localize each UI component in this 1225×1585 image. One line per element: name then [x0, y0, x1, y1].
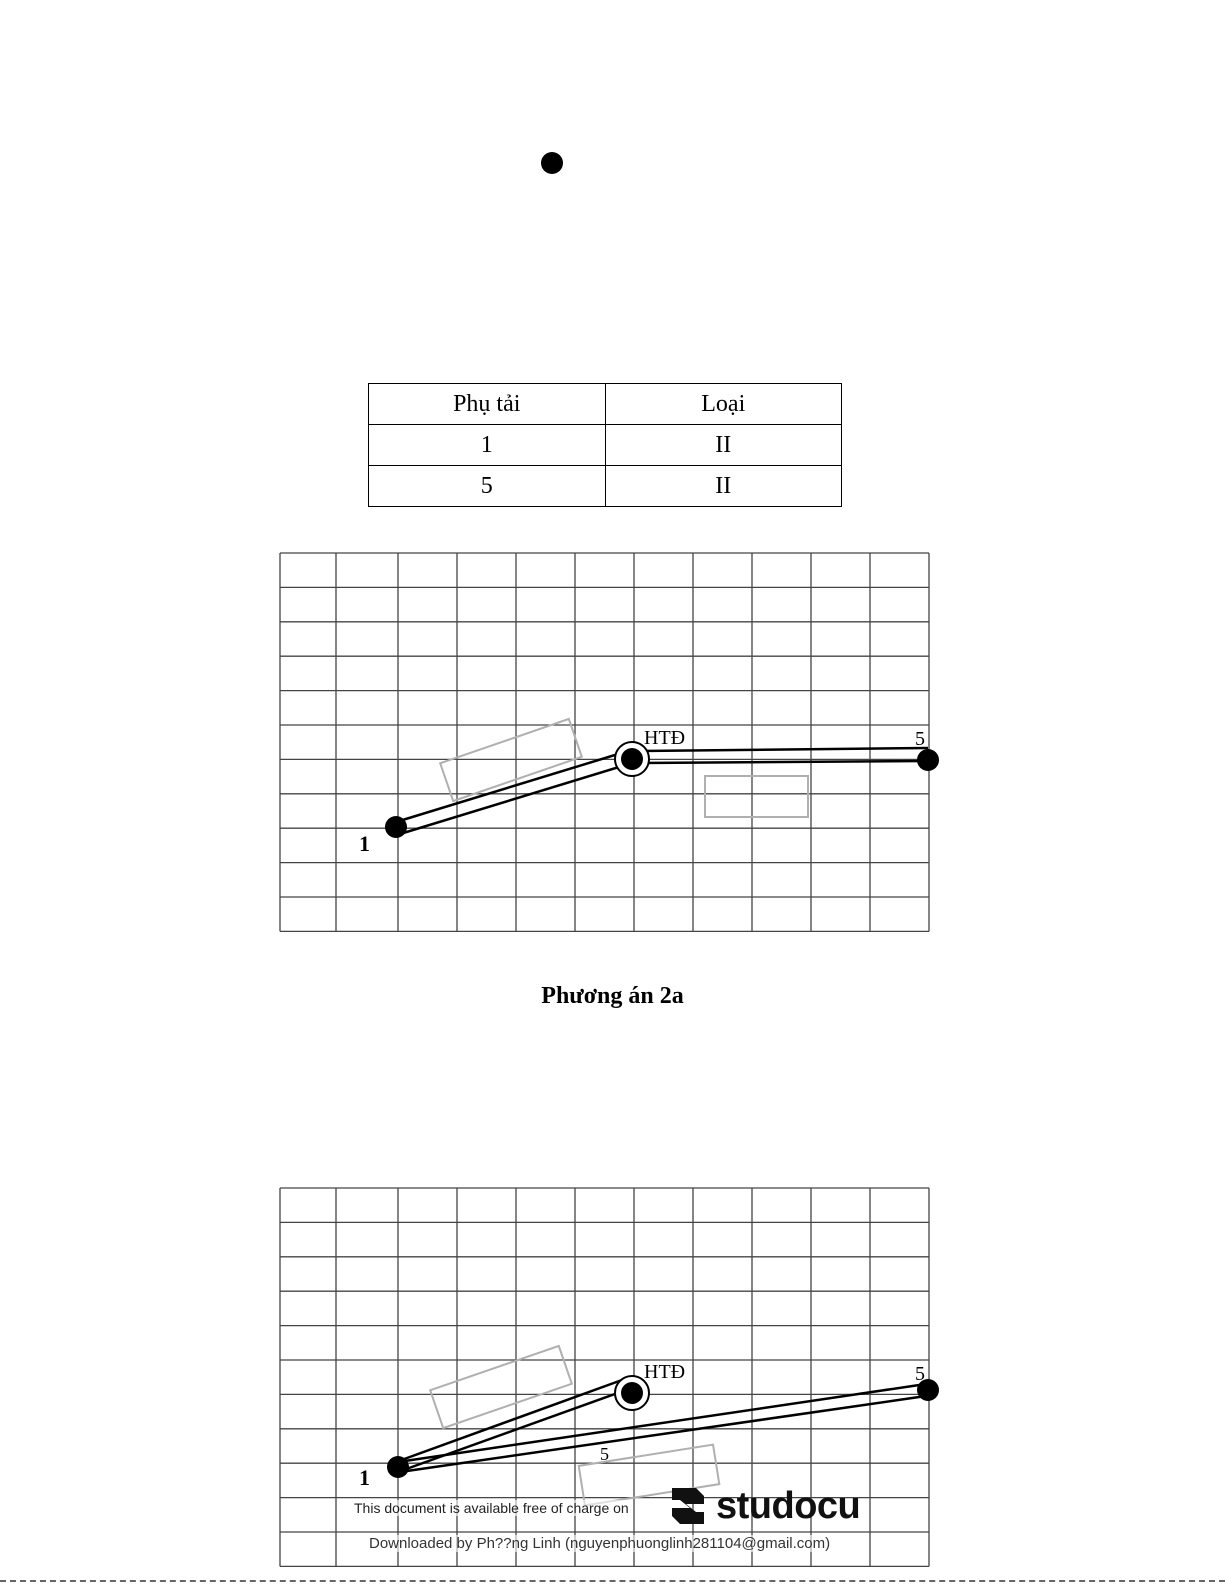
blank-label-box: [430, 1346, 572, 1428]
node-1: [387, 1456, 409, 1478]
line-1-htd: [396, 751, 628, 822]
table-header-row: [369, 384, 842, 425]
cell-load: 1: [369, 425, 606, 466]
node-1-label: 1: [359, 1465, 370, 1490]
node-5: [917, 749, 939, 771]
node-5-label: 5: [915, 728, 925, 750]
node-5-label: 5: [915, 1363, 925, 1385]
table-row: [369, 425, 842, 466]
node-1-label: 1: [359, 831, 370, 856]
availability-notice: This document is available free of charge on: [354, 1500, 629, 1516]
page-bottom-edge: [0, 1580, 1225, 1582]
grid-2a: [280, 553, 929, 931]
load-type-table: [368, 383, 842, 507]
line-label: 5: [600, 1444, 609, 1464]
blank-label-box: [705, 776, 808, 817]
source-label: HTĐ: [644, 1361, 686, 1383]
studocu-logo-icon: [666, 1484, 710, 1528]
line-1-5: [400, 1396, 926, 1472]
studocu-logo[interactable]: [666, 1484, 860, 1528]
line-htd-5: [640, 761, 928, 763]
source-label: HTĐ: [644, 727, 686, 749]
line-1-htd: [398, 1390, 626, 1472]
bullet-icon: [541, 152, 563, 174]
cell-type: II: [605, 466, 842, 507]
cell-type: II: [605, 425, 842, 466]
network-diagram-2a: [0, 540, 1225, 940]
download-notice: Downloaded by Ph??ng Linh (nguyenphuonglinh281104@gmail.com): [369, 1535, 831, 1552]
header-load: Phụ tải: [369, 384, 606, 425]
source-node: [621, 1382, 643, 1404]
cell-load: 5: [369, 466, 606, 507]
studocu-wordmark: studocu: [716, 1484, 861, 1527]
line-1-5: [398, 1384, 926, 1462]
header-type: Loại: [605, 384, 842, 425]
table-row: [369, 466, 842, 507]
source-node: [621, 748, 643, 770]
network-diagram-2b: [0, 1176, 1225, 1585]
node-1: [385, 816, 407, 838]
figure-caption: Phương án 2a: [541, 983, 684, 1009]
